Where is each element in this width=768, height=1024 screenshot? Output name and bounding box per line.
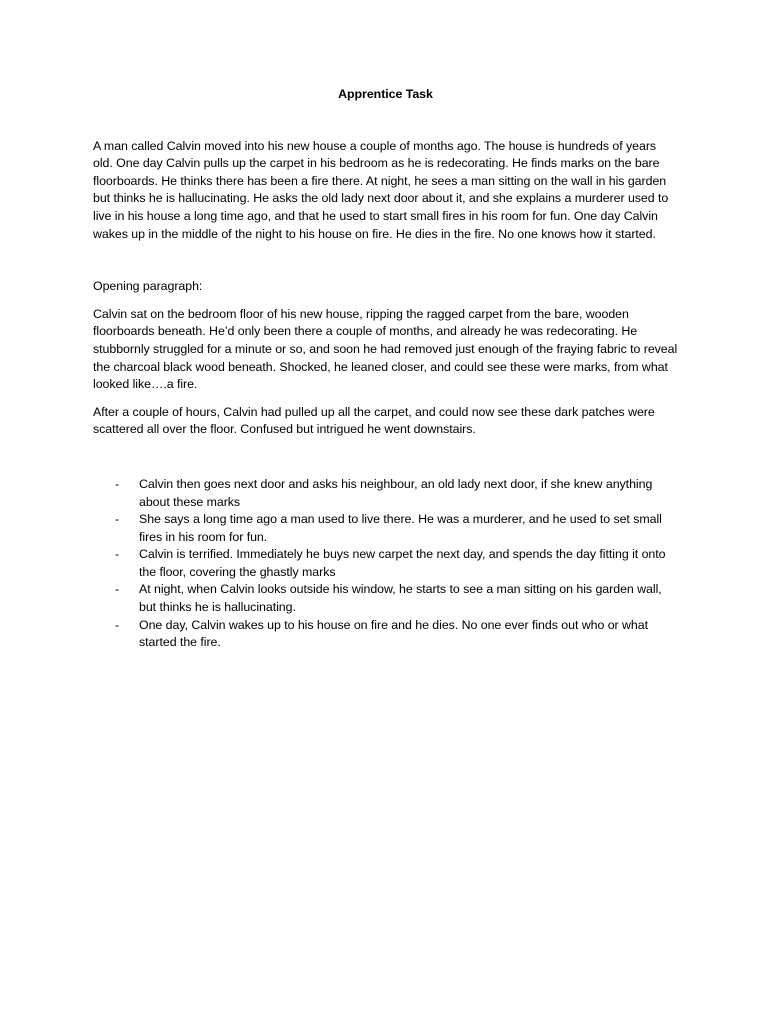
bullet-dash: - <box>115 512 120 527</box>
list-item-text: Calvin is terrified. Immediately he buys new carpet the next day, and spends the day fitting it onto the floor, covering the ghastly marks <box>139 547 666 579</box>
list-item <box>93 546 678 581</box>
opening-paragraph-2: After a couple of hours, Calvin had pulled up all the carpet, and could now see these dark patches were scattered all over the floor. Confused but intrigued he went downstairs. <box>93 404 655 437</box>
list-item-text: At night, when Calvin looks outside his window, he starts to see a man sitting on his garden wall, but thinks he is hallucinating. <box>139 582 662 615</box>
list-item-text: Calvin then goes next door and asks his neighbour, an old lady next door, if she knew anything about these marks <box>139 476 653 509</box>
list-item <box>93 476 678 511</box>
document-body <box>93 86 678 652</box>
bullet-dash: - <box>115 582 120 597</box>
story-summary: A man called Calvin moved into his new house a couple of months ago. The house is hundreds of years old. One day Calvin pulls up the carpet in his bedroom as he is redecorating. He finds marks on the bare floorboards. He thinks there has been a fire there. At night, he sees a man sitting on the wall in his garden but thinks he is hallucinating. He asks the old lady next door about it, and she explains a murderer used to live in his house a long time ago, and that he used to start small fires in his room for fun. One day Calvin wakes up in the middle of the night to his house on fire. He dies in the fire. No one knows how it started. <box>93 138 669 241</box>
bullet-dash: - <box>115 476 120 491</box>
plot-bullet-list <box>93 476 678 652</box>
list-item <box>93 617 678 652</box>
list-item <box>93 511 678 546</box>
document-title: Apprentice Task <box>338 87 433 101</box>
opening-paragraph-1: Calvin sat on the bedroom floor of his new house, ripping the ragged carpet from the bare, wooden floorboards beneath. He’d only been there a couple of months, and already he was redecorating. He stubbornly struggled for a minute or so, and soon he had removed just enough of the fraying fabric to reveal the charcoal black wood beneath. Shocked, he leaned closer, and could see these were marks, from what looked like….a fire. <box>93 306 678 392</box>
list-item <box>93 581 678 616</box>
bullet-dash: - <box>115 547 120 562</box>
opening-heading: Opening paragraph: <box>93 279 203 294</box>
bullet-dash: - <box>115 617 120 632</box>
list-item-text: One day, Calvin wakes up to his house on fire and he dies. No one ever finds out who or what started the fire. <box>139 617 648 650</box>
list-item-text: She says a long time ago a man used to live there. He was a murderer, and he used to set small fires in his room for fun. <box>139 512 662 544</box>
